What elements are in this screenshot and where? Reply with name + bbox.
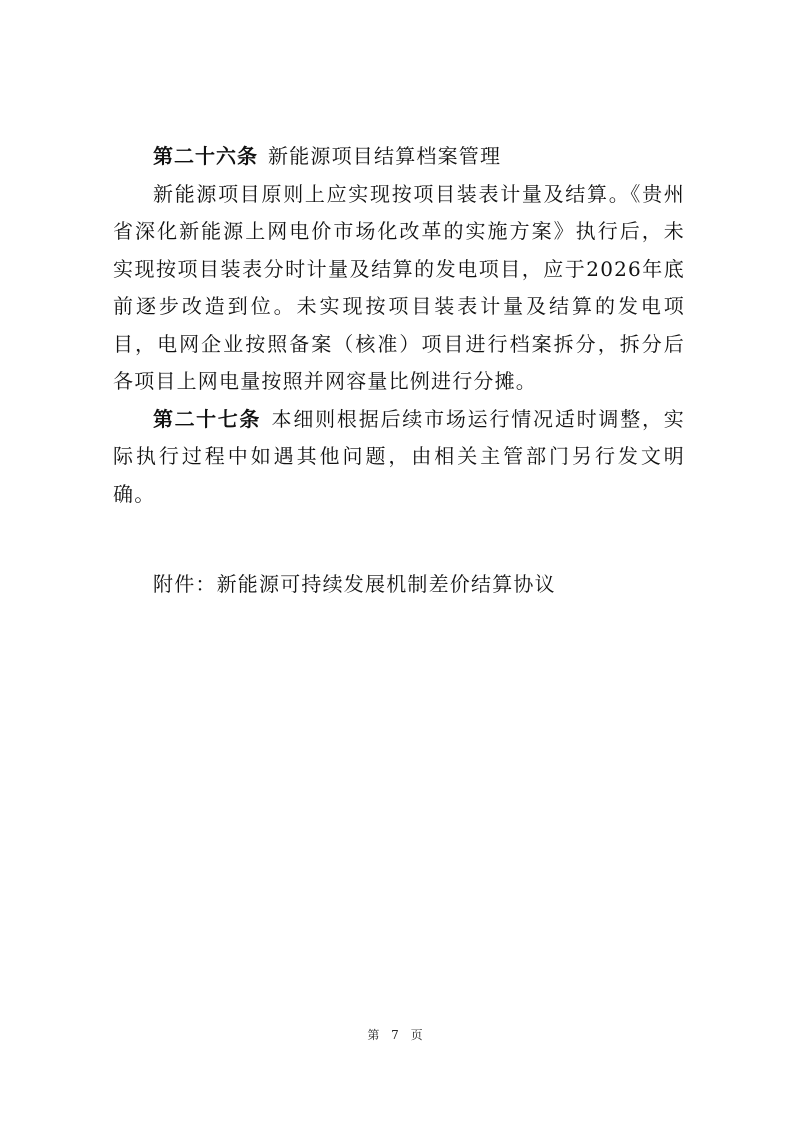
article-26-body-paragraph bbox=[113, 176, 685, 401]
document-body bbox=[113, 138, 685, 513]
article-26-body: 新能源项目原则上应实现按项目装表计量及结算。《贵州省深化新能源上网电价市场化改革的实施方案》执行后，未实现按项目装表分时计量及结算的发电项目，应于2026年底前逐步改造到位。未实现按项目装表计量及结算的发电项目，电网企业按照备案（核准）项目进行档案拆分，拆分后各项目上网电量按照并网容量比例进行分摊。 bbox=[113, 181, 685, 393]
article-26-heading: 第二十六条 bbox=[153, 144, 258, 168]
article-27-heading: 第二十七条 bbox=[153, 406, 261, 431]
article-26-heading-paragraph bbox=[113, 138, 685, 176]
article-27-paragraph bbox=[113, 401, 685, 514]
page-number: 第 7 页 bbox=[367, 1028, 427, 1042]
attachment-line: 附件：新能源可持续发展机制差价结算协议 bbox=[153, 572, 556, 596]
article-26-title: 新能源项目结算档案管理 bbox=[268, 144, 502, 168]
article-27-body: 本细则根据后续市场运行情况适时调整，实际执行过程中如遇其他问题，由相关主管部门另行发文明确。 bbox=[113, 406, 686, 506]
